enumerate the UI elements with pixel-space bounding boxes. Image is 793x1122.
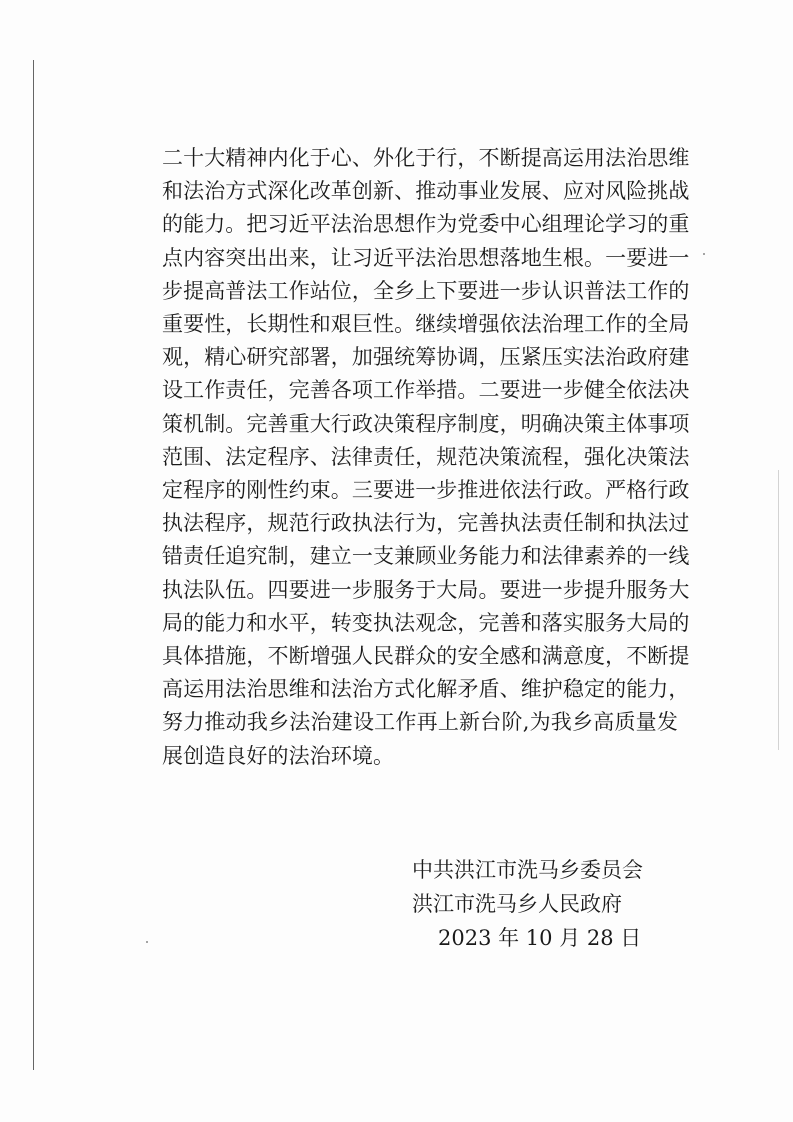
body-line: 执法队伍。四要进一步服务于大局。要进一步提升服务大 <box>162 577 690 602</box>
body-line: 点内容突出出来，让习近平法治思想落地生根。一要进一 <box>162 245 690 270</box>
body-line: 设工作责任，完善各项工作举措。二要进一步健全依法决 <box>162 378 690 403</box>
body-line: 展创造良好的法治环境。 <box>162 743 395 768</box>
signature-party-committee: 中共洪江市洗马乡委员会 <box>412 858 643 882</box>
scan-speck <box>146 941 148 943</box>
body-line: 定程序的刚性约束。三要进一步推进依法行政。严格行政 <box>162 478 690 503</box>
signature-block <box>412 853 672 955</box>
scan-border-right <box>778 470 779 750</box>
body-line: 范围、法定程序、法律责任，规范决策流程，强化决策法 <box>162 444 690 469</box>
body-line: 错责任追究制，建立一支兼顾业务能力和法律素养的一线 <box>162 544 690 569</box>
body-paragraph <box>162 142 690 773</box>
scan-border-left <box>33 60 34 1070</box>
body-line: 观，精心研究部署，加强统筹协调，压紧压实法治政府建 <box>162 345 690 370</box>
body-line: 重要性，长期性和艰巨性。继续增强依法治理工作的全局 <box>162 312 690 337</box>
body-line: 二十大精神内化于心、外化于行，不断提高运用法治思维 <box>162 146 690 170</box>
body-line: 和法治方式深化改革创新、推动事业发展、应对风险挑战 <box>162 179 690 204</box>
body-line: 高运用法治思维和法治方式化解矛盾、维护稳定的能力， <box>162 677 690 702</box>
scan-speck <box>703 253 705 255</box>
signature-government: 洪江市洗马乡人民政府 <box>412 892 622 916</box>
body-line: 执法程序，规范行政执法行为，完善执法责任制和执法过 <box>162 511 690 536</box>
body-line: 的能力。把习近平法治思想作为党委中心组理论学习的重 <box>162 212 690 237</box>
signature-date: 2023 年 10 月 28 日 <box>438 926 642 950</box>
body-line: 努力推动我乡法治建设工作再上新台阶,为我乡高质量发 <box>162 710 678 735</box>
body-line: 局的能力和水平，转变执法观念，完善和落实服务大局的 <box>162 610 690 635</box>
body-line: 策机制。完善重大行政决策程序制度，明确决策主体事项 <box>162 411 690 436</box>
body-line: 具体措施，不断增强人民群众的安全感和满意度，不断提 <box>162 644 690 669</box>
body-line: 步提高普法工作站位，全乡上下要进一步认识普法工作的 <box>162 278 690 303</box>
